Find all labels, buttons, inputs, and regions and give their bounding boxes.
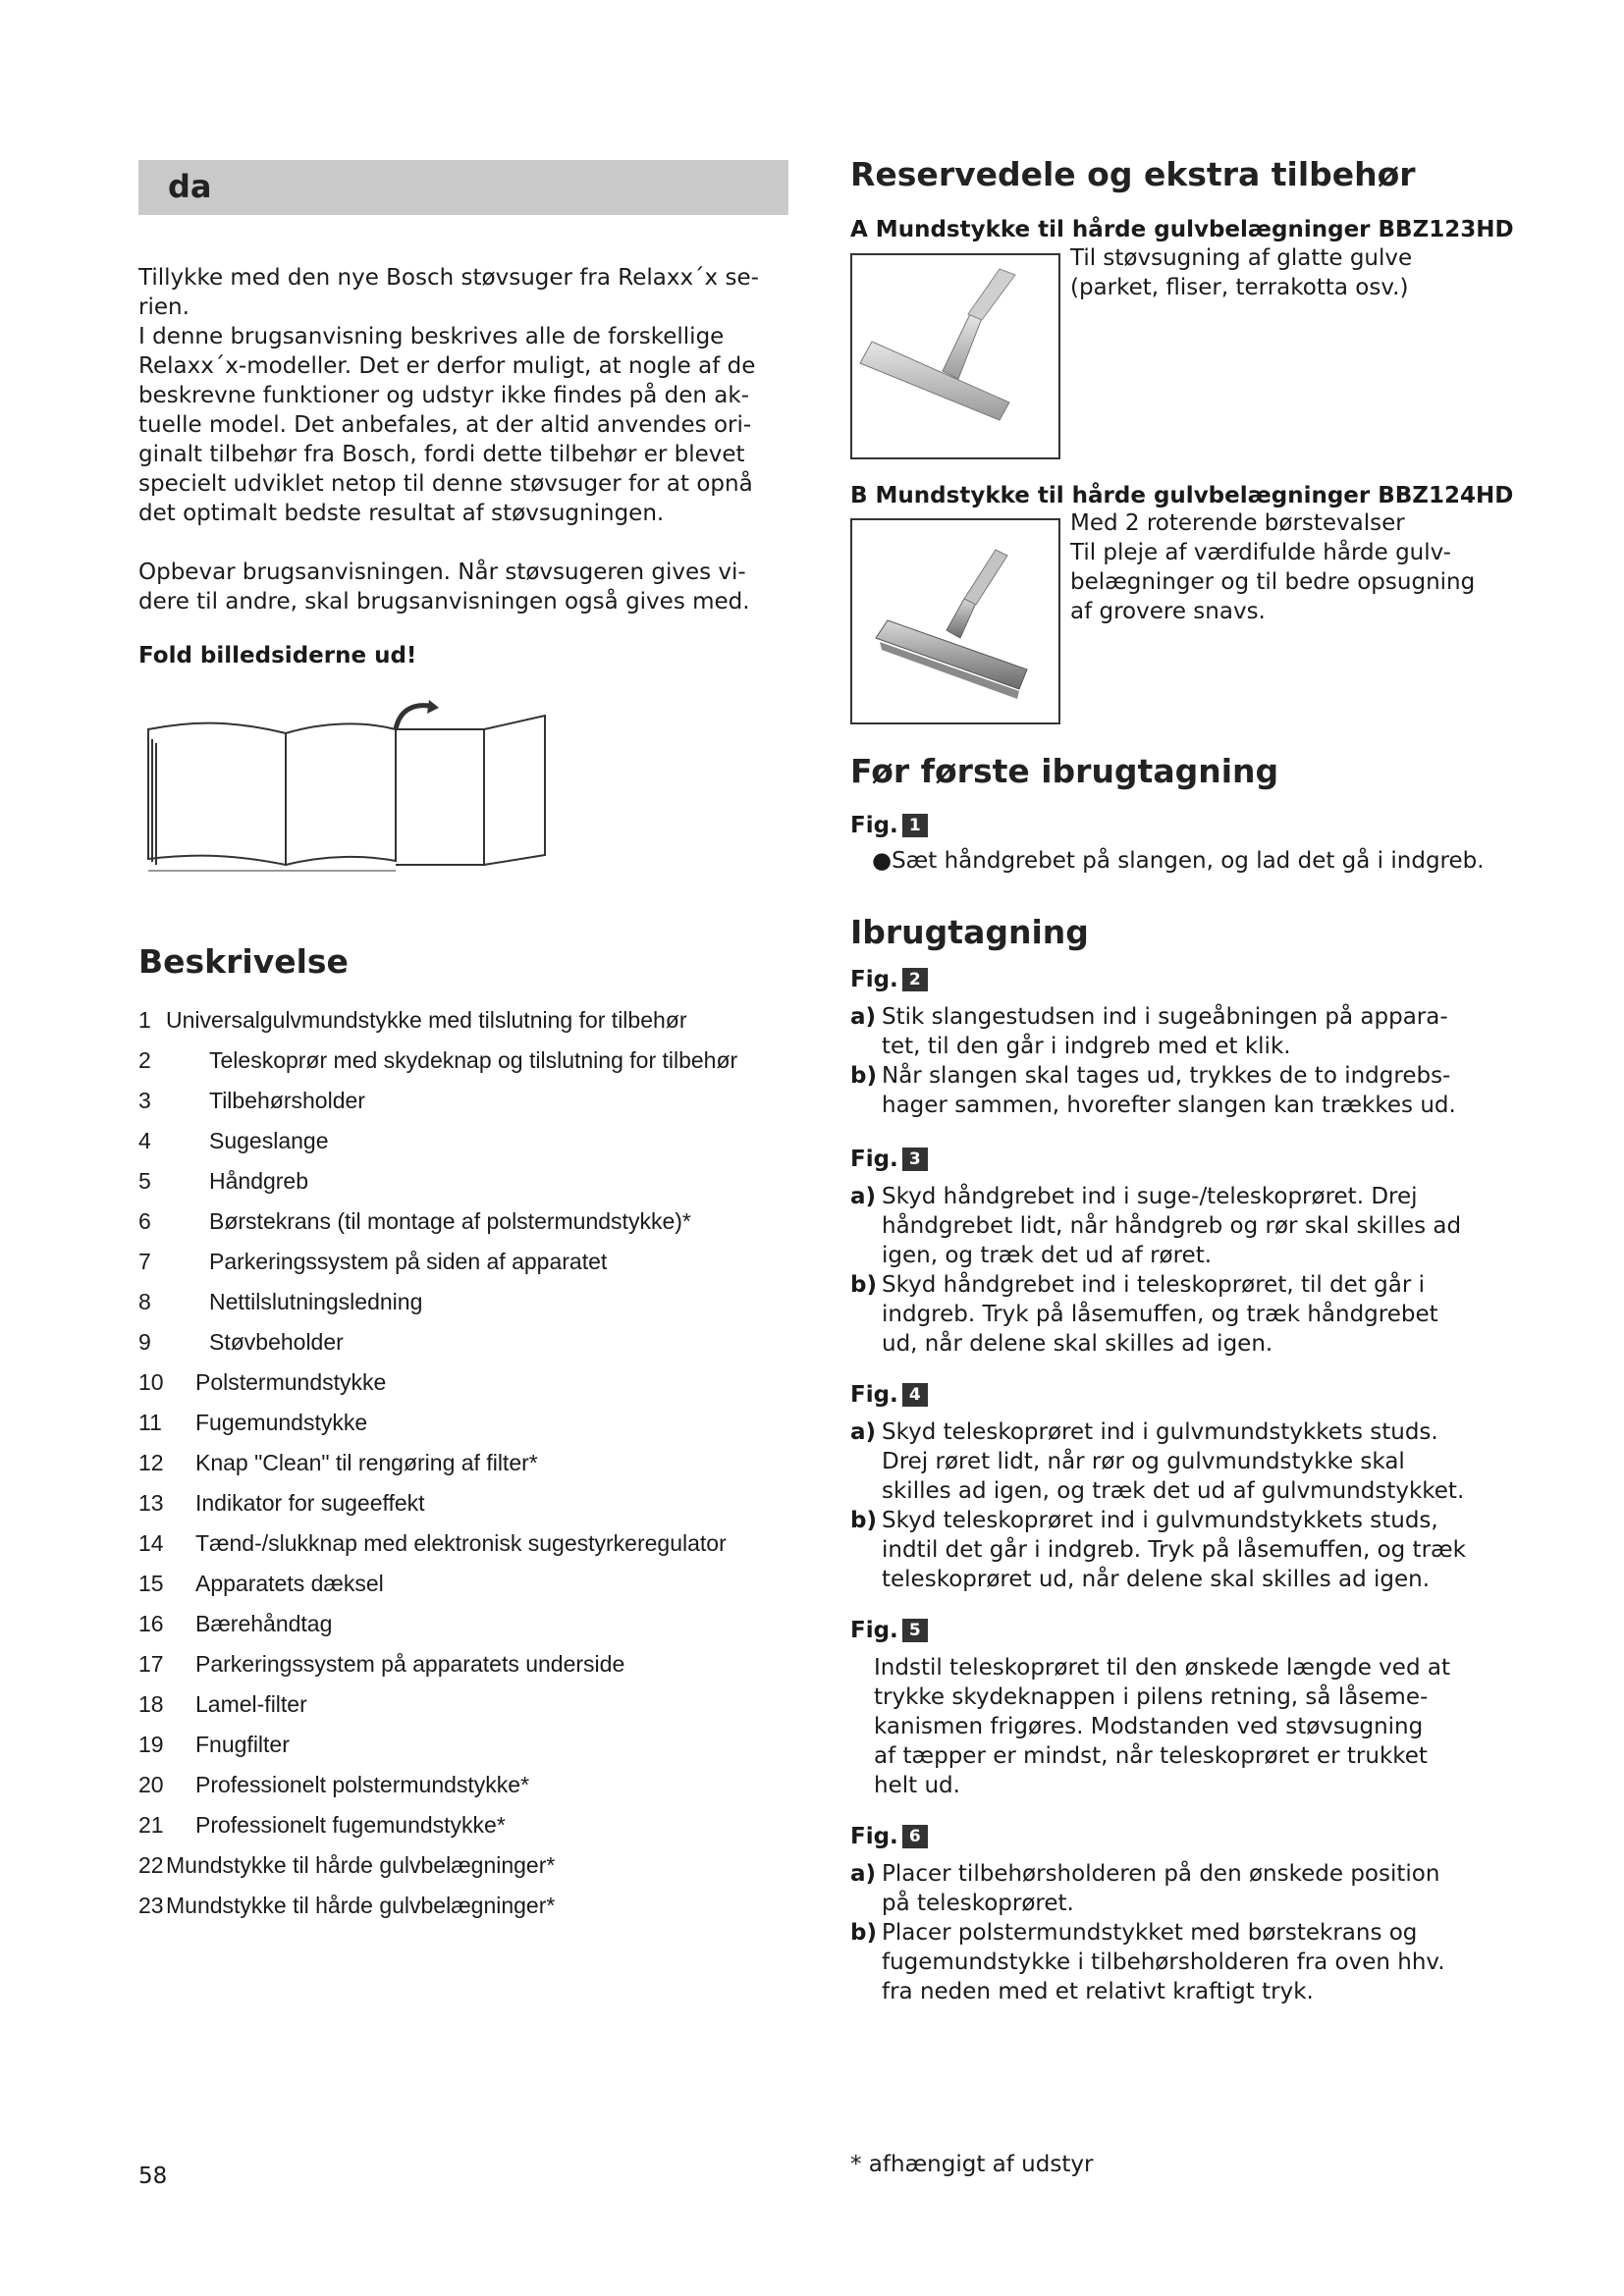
intro-line: dere til andre, skal brugsanvisningen også gives med. xyxy=(138,589,750,614)
figure-word: Fig. xyxy=(850,967,898,992)
intro-line: Relaxx´x-modeller. Det er derfor muligt, at nogle af de xyxy=(138,353,756,379)
figure-6-label xyxy=(850,1824,928,1849)
step-key: b) xyxy=(850,1508,877,1533)
item-label: Tilbehørsholder xyxy=(209,1088,365,1113)
bullet-icon: ● xyxy=(872,848,893,874)
intro-line: Tillykke med den nye Bosch støvsuger fra Relaxx´x se- xyxy=(138,265,759,291)
item-number: 8 xyxy=(138,1289,151,1314)
description-item xyxy=(138,1329,806,1369)
item-label: Tænd-/slukknap med elektronisk sugestyrkeregulator xyxy=(195,1530,727,1556)
hard-floor-nozzle-b-icon xyxy=(852,520,1058,722)
item-number: 3 xyxy=(138,1088,151,1113)
usage-title: Ibrugtagning xyxy=(850,913,1089,951)
item-number: 6 xyxy=(138,1208,151,1234)
step-line: Skyd teleskoprøret ind i gulvmundstykkets studs. xyxy=(882,1419,1438,1445)
step-text xyxy=(882,1061,1500,1120)
instruction-step xyxy=(850,1506,1498,1594)
step-line: ud, når delene skal skilles ad igen. xyxy=(882,1331,1273,1357)
step-line: håndgrebet lidt, når håndgreb og rør skal skilles ad xyxy=(882,1213,1462,1239)
step-line: fugemundstykke i tilbehørsholderen fra oven hhv. xyxy=(882,1949,1445,1975)
step-text xyxy=(882,1859,1500,1918)
accessory-a-image xyxy=(850,253,1060,459)
description-item xyxy=(138,1691,806,1732)
step-key: a) xyxy=(850,1861,877,1887)
description-item xyxy=(138,1007,806,1047)
item-number: 1 xyxy=(138,1007,151,1033)
language-bar xyxy=(138,160,788,215)
item-label: Støvbeholder xyxy=(209,1329,344,1355)
item-number: 5 xyxy=(138,1168,151,1194)
description-item xyxy=(138,1611,806,1651)
accessory-text-line: af grovere snavs. xyxy=(1070,599,1266,624)
spare-parts-title: Reservedele og ekstra tilbehør xyxy=(850,155,1416,193)
figure-1-label xyxy=(850,813,928,838)
item-label: Lamel-filter xyxy=(195,1691,307,1717)
figure-number-badge: 2 xyxy=(902,968,928,991)
bullet-text: Sæt håndgrebet på slangen, og lad det gå i indgreb. xyxy=(892,848,1485,874)
figure-5-label xyxy=(850,1618,928,1643)
figure-3-label xyxy=(850,1147,928,1172)
item-number: 17 xyxy=(138,1651,164,1677)
intro-paragraph-1 xyxy=(138,263,794,528)
item-label: Sugeslange xyxy=(209,1128,329,1153)
description-item xyxy=(138,1772,806,1812)
item-label: Professionelt fugemundstykke* xyxy=(195,1812,506,1838)
item-number: 14 xyxy=(138,1530,164,1556)
instruction-step xyxy=(850,1653,1498,1800)
figure-number-badge: 4 xyxy=(902,1383,928,1407)
figure-number-badge: 1 xyxy=(902,814,928,837)
item-number: 19 xyxy=(138,1732,164,1757)
item-label: Fnugfilter xyxy=(195,1732,290,1757)
instruction-step xyxy=(850,1859,1498,1918)
item-number: 7 xyxy=(138,1249,151,1274)
instruction-step xyxy=(850,1270,1498,1359)
step-line: Stik slangestudsen ind i sugeåbningen på appara- xyxy=(882,1004,1448,1030)
item-label: Professionelt polstermundstykke* xyxy=(195,1772,530,1797)
item-number: 15 xyxy=(138,1571,164,1596)
item-number: 4 xyxy=(138,1128,151,1153)
figure-4-label xyxy=(850,1382,928,1408)
step-line: teleskoprøret ud, når delene skal skilles ad igen. xyxy=(882,1567,1431,1592)
step-key: a) xyxy=(850,1184,877,1209)
description-item xyxy=(138,1128,806,1168)
step-text xyxy=(874,1653,1492,1800)
item-number: 10 xyxy=(138,1369,164,1395)
description-title: Beskrivelse xyxy=(138,942,349,981)
step-key: b) xyxy=(850,1063,877,1089)
step-line: Skyd teleskoprøret ind i gulvmundstykkets studs, xyxy=(882,1508,1438,1533)
step-line: Indstil teleskoprøret til den ønskede længde ved at xyxy=(874,1655,1450,1681)
item-label: Mundstykke til hårde gulvbelægninger* xyxy=(166,1893,556,1918)
description-item xyxy=(138,1732,806,1772)
item-number: 9 xyxy=(138,1329,151,1355)
step-key: b) xyxy=(850,1272,877,1298)
figure-word: Fig. xyxy=(850,1618,898,1643)
language-code: da xyxy=(168,168,212,205)
item-number: 22 xyxy=(138,1852,164,1878)
item-label: Fugemundstykke xyxy=(195,1410,368,1435)
description-item xyxy=(138,1852,806,1893)
item-label: Polstermundstykke xyxy=(195,1369,387,1395)
accessory-a-text xyxy=(1070,243,1412,302)
step-key: a) xyxy=(850,1004,877,1030)
step-line: igen, og træk det ud af røret. xyxy=(882,1243,1213,1268)
step-text xyxy=(882,1417,1500,1506)
figure-word: Fig. xyxy=(850,813,898,838)
page-number: 58 xyxy=(138,2163,168,2189)
item-label: Mundstykke til hårde gulvbelægninger* xyxy=(166,1852,556,1878)
item-label: Parkeringssystem på apparatets underside xyxy=(195,1651,625,1677)
step-text xyxy=(882,1182,1500,1270)
instruction-step xyxy=(850,1182,1498,1270)
step-text xyxy=(882,1002,1500,1061)
accessory-text-line: Til pleje af værdifulde hårde gulv- xyxy=(1070,540,1451,565)
intro-line: specielt udviklet netop til denne støvsuger for at opnå xyxy=(138,471,753,497)
step-line: skilles ad igen, og træk det ud af gulvmundstykket. xyxy=(882,1478,1465,1504)
description-item xyxy=(138,1571,806,1611)
intro-line: det optimalt bedste resultat af støvsugningen. xyxy=(138,501,665,526)
description-item xyxy=(138,1088,806,1128)
step-line: Skyd håndgrebet ind i teleskoprøret, til det går i xyxy=(882,1272,1425,1298)
step-text xyxy=(882,1270,1500,1359)
accessory-text-line: Med 2 roterende børstevalser xyxy=(1070,510,1405,536)
fold-out-note: Fold billedsiderne ud! xyxy=(138,643,417,668)
hard-floor-nozzle-a-icon xyxy=(852,255,1058,457)
item-label: Apparatets dæksel xyxy=(195,1571,384,1596)
accessory-text-line: (parket, fliser, terrakotta osv.) xyxy=(1070,275,1409,300)
item-number: 13 xyxy=(138,1490,164,1516)
step-line: Når slangen skal tages ud, trykkes de to indgrebs- xyxy=(882,1063,1451,1089)
accessory-b-image xyxy=(850,518,1060,724)
description-item xyxy=(138,1893,806,1933)
step-text xyxy=(882,1918,1500,2006)
description-item xyxy=(138,1530,806,1571)
item-number: 2 xyxy=(138,1047,151,1073)
step-line: på teleskoprøret. xyxy=(882,1891,1074,1916)
intro-line: tuelle model. Det anbefales, at der altid anvendes ori- xyxy=(138,412,752,438)
description-item xyxy=(138,1289,806,1329)
description-item xyxy=(138,1047,806,1088)
description-item xyxy=(138,1490,806,1530)
intro-line: rien. xyxy=(138,294,189,320)
description-item xyxy=(138,1168,806,1208)
footnote: * afhængigt af udstyr xyxy=(850,2152,1094,2177)
accessory-a-heading: A Mundstykke til hårde gulvbelægninger BBZ123HD xyxy=(850,217,1514,242)
item-label: Indikator for sugeeffekt xyxy=(195,1490,425,1516)
before-use-bullet xyxy=(872,846,1485,876)
fold-out-book-illustration xyxy=(138,700,551,877)
description-item xyxy=(138,1249,806,1289)
item-number: 12 xyxy=(138,1450,164,1475)
before-first-use-title: Før første ibrugtagning xyxy=(850,752,1279,790)
item-number: 16 xyxy=(138,1611,164,1636)
step-line: indgreb. Tryk på låsemuffen, og træk håndgrebet xyxy=(882,1302,1438,1327)
instruction-step xyxy=(850,1061,1498,1120)
step-key: a) xyxy=(850,1419,877,1445)
description-item xyxy=(138,1369,806,1410)
step-text xyxy=(882,1506,1500,1594)
instruction-step xyxy=(850,1417,1498,1506)
step-line: trykke skydeknappen i pilens retning, så låseme- xyxy=(874,1684,1429,1710)
intro-line: Opbevar brugsanvisningen. Når støvsugeren gives vi- xyxy=(138,560,746,585)
step-line: kanismen frigøres. Modstanden ved støvsugning xyxy=(874,1714,1424,1739)
step-line: helt ud. xyxy=(874,1773,960,1798)
intro-text xyxy=(138,263,794,616)
item-label: Håndgreb xyxy=(209,1168,309,1194)
figure-word: Fig. xyxy=(850,1824,898,1849)
figure-number-badge: 6 xyxy=(902,1825,928,1848)
description-list xyxy=(138,1007,806,1933)
item-label: Parkeringssystem på siden af apparatet xyxy=(209,1249,608,1274)
figure-word: Fig. xyxy=(850,1382,898,1408)
step-key: b) xyxy=(850,1920,877,1946)
step-line: af tæpper er mindst, når teleskoprøret er trukket xyxy=(874,1743,1428,1769)
item-label: Børstekrans (til montage af polstermundstykke)* xyxy=(209,1208,691,1234)
step-line: Skyd håndgrebet ind i suge-/teleskoprøret. Drej xyxy=(882,1184,1418,1209)
intro-paragraph-2 xyxy=(138,558,794,616)
item-number: 20 xyxy=(138,1772,164,1797)
description-item xyxy=(138,1812,806,1852)
description-item xyxy=(138,1208,806,1249)
item-label: Knap "Clean" til rengøring af filter* xyxy=(195,1450,538,1475)
item-number: 18 xyxy=(138,1691,164,1717)
description-item xyxy=(138,1651,806,1691)
intro-line: ginalt tilbehør fra Bosch, fordi dette tilbehør er blevet xyxy=(138,442,745,467)
intro-line: I denne brugsanvisning beskrives alle de forskellige xyxy=(138,324,725,349)
item-number: 11 xyxy=(138,1410,162,1435)
instruction-step xyxy=(850,1002,1498,1061)
accessory-text-line: Til støvsugning af glatte gulve xyxy=(1070,245,1413,271)
step-line: Placer tilbehørsholderen på den ønskede position xyxy=(882,1861,1440,1887)
item-number: 21 xyxy=(138,1812,164,1838)
description-item xyxy=(138,1450,806,1490)
instruction-step xyxy=(850,1918,1498,2006)
item-label: Bærehåndtag xyxy=(195,1611,333,1636)
step-line: Drej røret lidt, når rør og gulvmundstykke skal xyxy=(882,1449,1405,1474)
figure-number-badge: 5 xyxy=(902,1619,928,1642)
item-label: Nettilslutningsledning xyxy=(209,1289,423,1314)
step-line: Placer polstermundstykket med børstekrans og xyxy=(882,1920,1418,1946)
item-number: 23 xyxy=(138,1893,164,1918)
accessory-text-line: belægninger og til bedre opsugning xyxy=(1070,569,1476,595)
step-line: indtil det går i indgreb. Tryk på låsemuffen, og træk xyxy=(882,1537,1466,1563)
description-item xyxy=(138,1410,806,1450)
figure-number-badge: 3 xyxy=(902,1148,928,1171)
figure-2-label xyxy=(850,967,928,992)
step-line: tet, til den går i indgreb med et klik. xyxy=(882,1034,1291,1059)
step-line: hager sammen, hvorefter slangen kan trækkes ud. xyxy=(882,1093,1456,1118)
intro-line: beskrevne funktioner og udstyr ikke findes på den ak- xyxy=(138,383,750,408)
item-label: Teleskoprør med skydeknap og tilslutning for tilbehør xyxy=(209,1047,738,1073)
item-label: Universalgulvmundstykke med tilslutning for tilbehør xyxy=(166,1007,687,1033)
figure-word: Fig. xyxy=(850,1147,898,1172)
step-line: fra neden med et relativt kraftigt tryk. xyxy=(882,1979,1314,2004)
accessory-b-text xyxy=(1070,508,1492,626)
accessory-b-heading: B Mundstykke til hårde gulvbelægninger BBZ124HD xyxy=(850,483,1514,508)
